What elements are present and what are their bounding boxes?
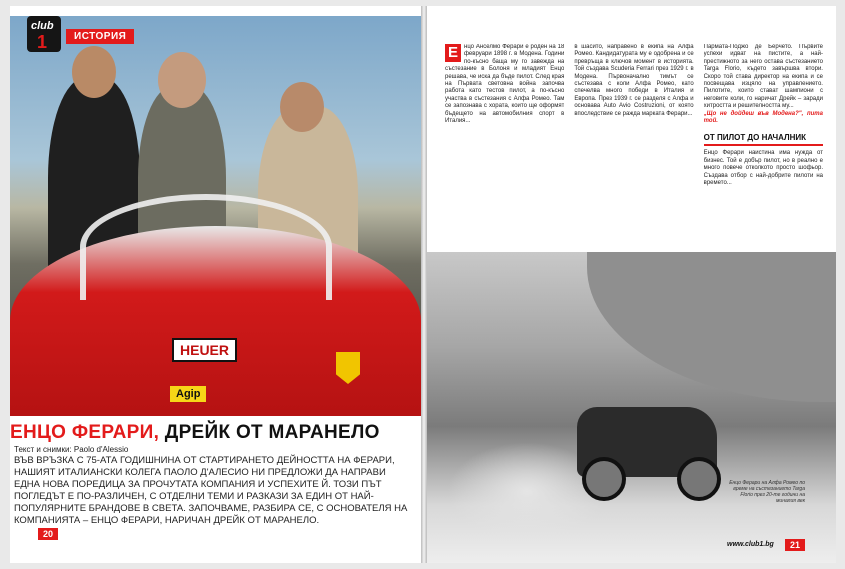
section-subheading: ОТ ПИЛОТ ДО НАЧАЛНИК [704,133,823,146]
person-center-head [158,52,206,108]
heuer-logo: HEUER [172,338,237,362]
hero-photo [10,16,421,416]
text-columns [445,44,823,256]
photo-caption: Енцо Ферари на Алфа Ромео по време на състезанието Targa Florio през 20-те години на миналия век [729,480,805,504]
text-column-2 [574,44,693,256]
pull-quote: „Що не дойдеш във Модена?", пита той. [703,110,823,125]
page-number-left: 20 [38,528,58,540]
vintage-race-photo [427,252,836,563]
background-hill [587,252,836,402]
column-1-text: нцо Анселмо Ферари е роден на 18 февруари 1898 г. в Модена. Години по-късно баща му го завежда на състезание в Болоня и младият Енцо решава, че иска да бъде пилот. След края на Първата световна война започва работа като тестов пилот, а по-късно участва в състезания с Алфа Ромео. Там се запознава с хората, които ще оформят бъдещето на автомобилния спорт в Италия... [445,44,565,125]
logo-text: club [31,20,54,32]
page-number-right: 21 [785,539,805,551]
text-column-1 [445,44,564,256]
website-url[interactable]: www.club1.bg [727,541,774,548]
person-left-head [72,46,116,98]
right-page [427,6,836,563]
lead-paragraph: ВЪВ ВРЪЗКА С 75-АТА ГОДИШНИНА ОТ СТАРТИРАНЕТО ДЕЙНОСТТА НА ФЕРАРИ, НАШИЯТ ИТАЛИАНСКИ КОЛЕГА ПАОЛО Д'АЛЕСИО НИ ПРЕДЛОЖИ ДА НАПРАВИ ЕДНА НОВА ПОРЕДИЦА ЗА ПРОЧУТАТА КОМПАНИЯ И УСПЕХИТЕ Й. ТОЗИ ПЪТ ПОГЛЕДЪТ Е ПО-РАЗЛИЧЕН, С ОТДЕЛНИ ТЕМИ И РАЗКАЗИ ЗА ЕДИН ОТ НАЙ-ПОПУЛЯРНИТЕ БРАНДОВЕ В СВЕТА. ЗАПОЧВАМЕ, РАЗБИРА СЕ, С ОСНОВАТЕЛЯ НА КОМПАНИЯТА – ЕНЦО ФЕРАРИ, НАРИЧАН ДРЕЙК ОТ МАРАНЕЛО. [14,455,408,526]
person-right-head [280,82,324,132]
club1-logo [27,16,61,52]
car-wheel-rear [677,457,721,501]
car-windscreen [80,194,332,300]
column-3b-text: Енцо Ферари наистина има нужда от бизнес. Той е добър пилот, но в реално е много повече отколкото просто шофьор. Създава отбор с най-добрите пилоти на времето... [703,150,823,187]
author-credit: Текст и снимки: Paolo d'Alessio [14,445,129,454]
column-2-text: в шасито, направено в екипа на Алфа Ромео. Кандидатурата му е одобрена и се превръща в ключов момент в историята. Той създава Scuderia Ferrari през 1929 г. в Модена. Първоначално тимът се състезава с коли Алфа Ромео, като спечелва много победи в Италия и Европа. През 1939 г. се разделя с Алфа и основава Auto Avio Costruzioni, от която впоследствие се ражда марката Ферари... [574,44,694,117]
drop-cap: Е [445,44,461,62]
article-headline [10,422,380,444]
car-wheel-front [582,457,626,501]
logo-mark: 1 [37,32,48,52]
column-3-text: Пармата-Поджо де Берчето. Първите успехи идват на пистите, а най-престижното за него остава състезанието Targa Florio, където завършва втори. Скоро той става директор на екипа и се посвещава изцяло на управлението. Пилотите, които стават шампиони с неговите коли, го наричат Дрейк – заради хитростта и решителността му... [703,44,823,110]
section-label: ИСТОРИЯ [66,29,134,44]
text-column-3 [704,44,823,256]
headline-rest: ДРЕЙК ОТ МАРАНЕЛО [159,422,380,443]
headline-accent: ЕНЦО ФЕРАРИ, [10,422,160,443]
agip-logo: Agip [170,386,206,402]
left-page [10,6,421,563]
